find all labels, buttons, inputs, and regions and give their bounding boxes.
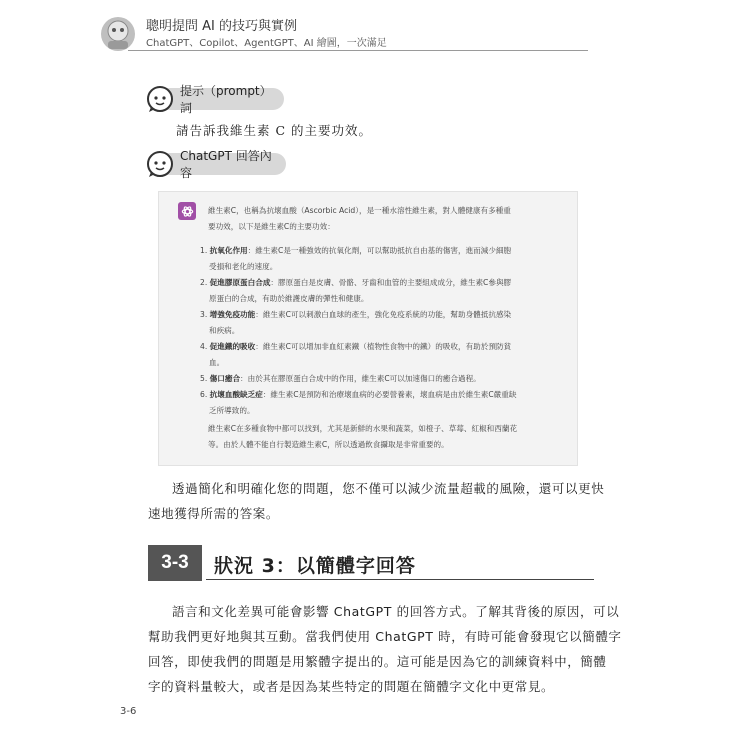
answer-list-item: 6. 抗壞血酸缺乏症：維生素C是預防和治療壞血病的必要營養素，壞血病是由於維生素C嚴重缺 乏所導致的。 [200,390,517,415]
paragraph-line: 速地獲得所需的答案。 [148,506,280,521]
section-number-badge: 3-3 [148,545,202,581]
book-subtitle: ChatGPT、Copilot、AgentGPT、AI 繪圖，一次滿足 [146,38,387,49]
paragraph-line: 語言和文化差異可能會影響 ChatGPT 的回答方式。了解其背後的原因，可以 [172,604,620,619]
header-divider [128,50,588,51]
answer-intro-line: 維生素C，也稱為抗壞血酸（Ascorbic Acid），是一種水溶性維生素，對人體健康有多種重 [208,206,511,215]
book-title: 聰明提問 AI 的技巧與實例 [146,19,297,34]
answer-list-item: 5. 傷口癒合：由於其在膠原蛋白合成中的作用，維生素C可以加速傷口的癒合過程。 [200,374,481,383]
paragraph-line: 幫助我們更好地與其互動。當我們使用 ChatGPT 時，有時可能會發現它以簡體字 [148,629,622,644]
answer-intro-line: 要功效，以下是維生素C的主要功效： [208,222,335,231]
chat-bubble-face-icon [146,150,174,178]
answer-list-item: 4. 促進鐵的吸收：維生素C可以增加非血紅素鐵（植物性食物中的鐵）的吸收，有助於預防貧 血。 [200,342,512,367]
body-paragraph [172,476,604,501]
answer-outro-line: 維生素C在多種食物中都可以找到，尤其是新鮮的水果和蔬菜，如橙子、草莓、紅椒和西蘭花 [208,424,518,433]
item-title: 促進鐵的吸收 [209,342,256,351]
chat-bubble-face-icon [146,85,174,113]
prompt-text: 請告訴我維生素 C 的主要功效。 [176,123,373,138]
item-title: 抗壞血酸缺乏症 [209,390,263,399]
item-title: 增強免疫功能 [209,310,256,319]
body-paragraph-continued [148,501,279,526]
answer-outro [208,421,517,453]
robot-mascot-icon [98,14,138,54]
body-paragraph-continued [148,624,622,699]
item-title: 傷口癒合 [209,374,241,383]
answer-outro-line: 等。由於人體不能自行製造維生素C，所以透過飲食攝取是非常重要的。 [208,440,449,449]
answer-list [200,243,516,419]
answer-list-item: 1. 抗氧化作用：維生素C是一種強效的抗氧化劑，可以幫助抵抗自由基的傷害，進而減少細胞 受損和老化的速度。 [200,246,512,271]
section-divider [206,579,594,580]
prompt-label: 提示（prompt）詞 [180,84,266,115]
item-title: 抗氧化作用 [209,246,248,255]
section-title: 狀況 3：以簡體字回答 [214,555,416,577]
page-number: 3-6 [120,706,137,717]
item-title: 促進膠原蛋白合成 [209,278,271,287]
prompt-label-pill [150,84,284,115]
answer-label: ChatGPT 回答內容 [180,149,272,180]
answer-list-item: 2. 促進膠原蛋白合成：膠原蛋白是皮膚、骨骼、牙齒和血管的主要組成成分，維生素C參與膠 原蛋白的合成，有助於維護皮膚的彈性和健康。 [200,278,512,303]
chatgpt-logo-icon [178,202,196,220]
paragraph-line: 回答，即使我們的問題是用繁體字提出的。這可能是因為它的訓練資料中，簡體 [148,654,607,669]
answer-intro [208,203,511,235]
body-paragraph [172,599,619,624]
answer-list-item: 3. 增強免疫功能：維生素C可以刺激白血球的產生，強化免疫系統的功能，幫助身體抵抗感染 和疾病。 [200,310,512,335]
paragraph-line: 字的資料量較大，或者是因為某些特定的問題在簡體字文化中更常見。 [148,679,555,694]
paragraph-line: 透過簡化和明確化您的問題，您不僅可以減少流量超載的風險，還可以更快 [172,481,605,496]
answer-label-pill [150,149,286,180]
